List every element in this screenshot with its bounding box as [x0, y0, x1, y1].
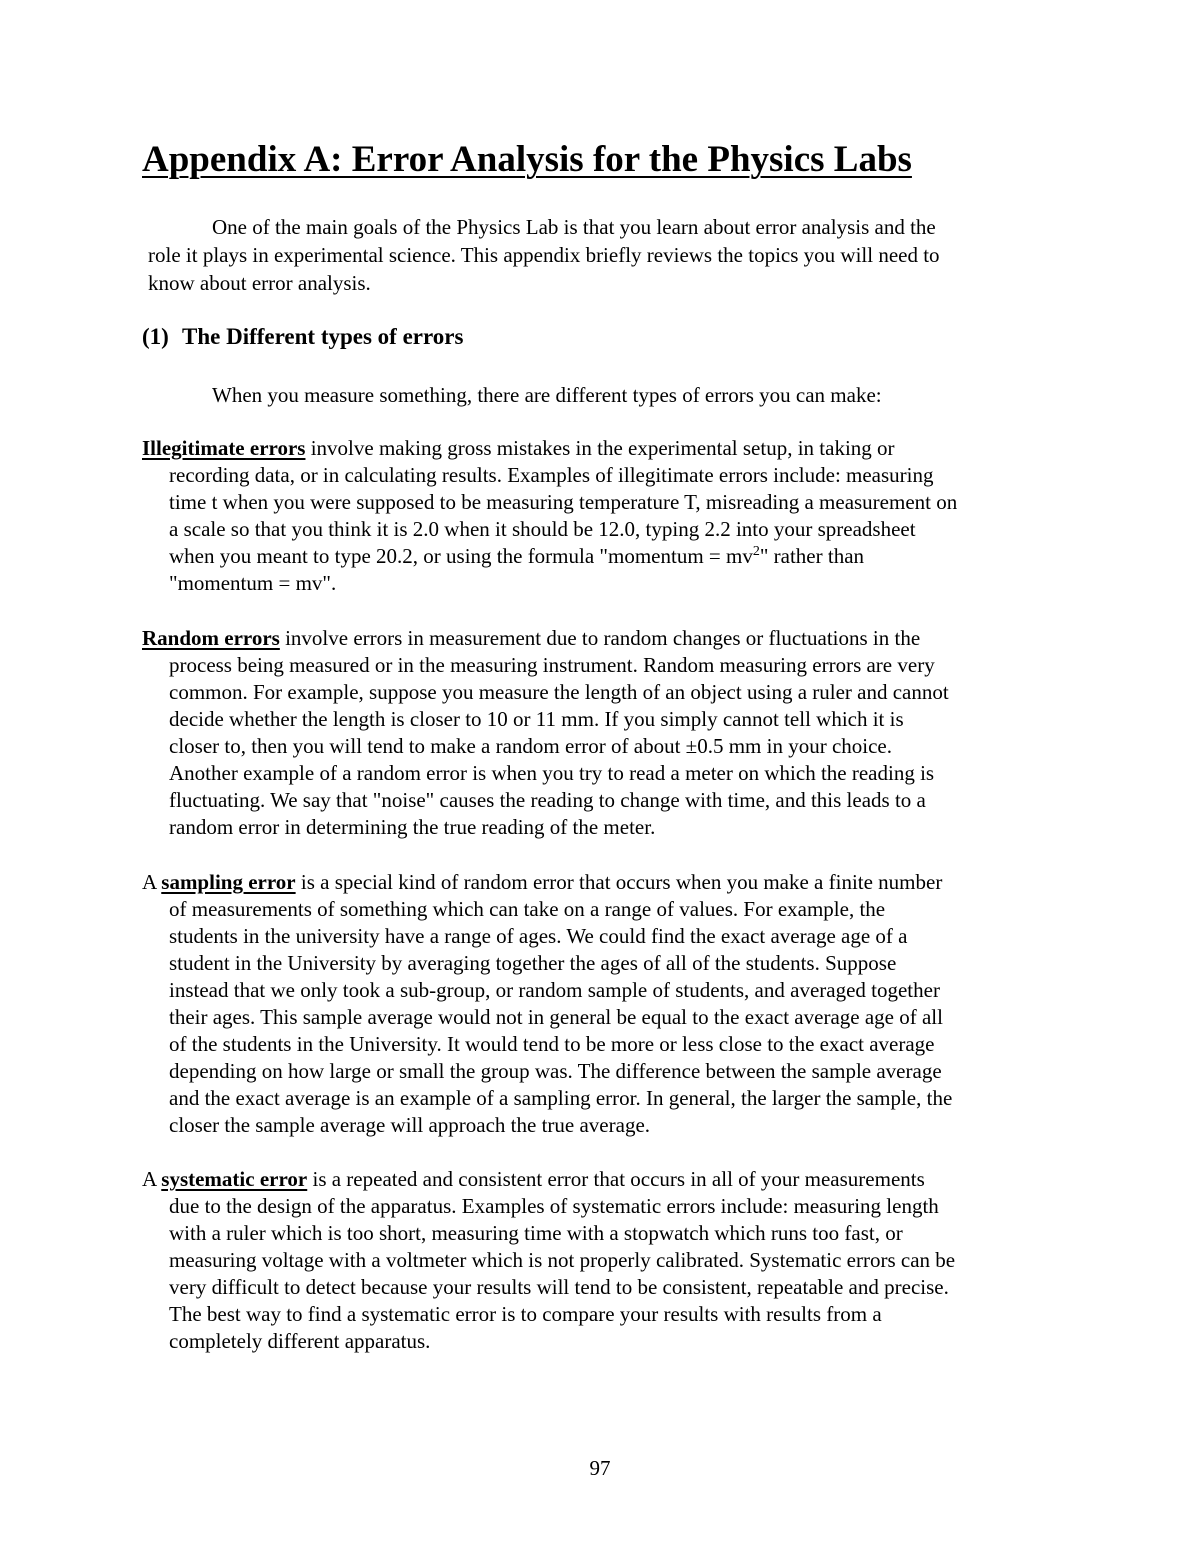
paragraph-line: closer to, then you will tend to make a random error of about ±0.5 mm in your choice.: [169, 734, 893, 758]
paragraph-line: fluctuating. We say that "noise" causes the reading to change with time, and this leads to a: [169, 788, 926, 812]
sampling-error-paragraph: [142, 869, 1072, 1139]
section-number: (1): [142, 324, 169, 349]
paragraph-line: very difficult to detect because your results will tend to be consistent, repeatable and precise.: [169, 1275, 949, 1299]
paragraph-line: "momentum = mv".: [169, 571, 337, 595]
intro-line: One of the main goals of the Physics Lab is that you learn about error analysis and the: [212, 215, 936, 239]
first-line-text: is a special kind of random error that occurs when you make a finite number: [295, 870, 943, 894]
section-heading: [142, 324, 463, 350]
paragraph-line: time t when you were supposed to be measuring temperature T, misreading a measurement on: [169, 490, 958, 514]
page-number: 97: [589, 1456, 611, 1480]
formula-text-before: when you meant to type 20.2, or using the formula "momentum = mv: [169, 544, 753, 568]
paragraph-line: The best way to find a systematic error is to compare your results with results from a: [169, 1302, 882, 1326]
paragraph-first-line: [142, 435, 1072, 462]
paragraph-line: of the students in the University. It would tend to be more or less close to the exact average: [169, 1032, 935, 1056]
page-title: Appendix A: Error Analysis for the Physics Labs: [142, 139, 912, 180]
paragraph-line: decide whether the length is closer to 10 or 11 mm. If you simply cannot tell which it is: [169, 707, 904, 731]
term-illegitimate-errors: Illegitimate errors: [142, 436, 306, 460]
systematic-error-paragraph: [142, 1166, 1072, 1355]
paragraph-line: closer the sample average will approach the true average.: [169, 1113, 651, 1137]
paragraph-prefix: A: [142, 870, 162, 894]
intro-line: role it plays in experimental science. This appendix briefly reviews the topics you will need to: [148, 243, 940, 267]
paragraph-line: students in the university have a range of ages. We could find the exact average age of a: [169, 924, 908, 948]
paragraph-line: recording data, or in calculating results. Examples of illegitimate errors include: measuring: [169, 463, 934, 487]
paragraph-line: completely different apparatus.: [169, 1329, 431, 1353]
first-line-text: is a repeated and consistent error that occurs in all of your measurements: [307, 1167, 925, 1191]
paragraph-line: random error in determining the true reading of the meter.: [169, 815, 656, 839]
paragraph-first-line: [142, 869, 1072, 896]
paragraph-line: their ages. This sample average would not in general be equal to the exact average age of all: [169, 1005, 943, 1029]
first-line-text: involve errors in measurement due to random changes or fluctuations in the: [279, 626, 921, 650]
paragraph-line: process being measured or in the measuring instrument. Random measuring errors are very: [169, 653, 935, 677]
paragraph-line: and the exact average is an example of a sampling error. In general, the larger the sample, the: [169, 1086, 953, 1110]
term-systematic-error: systematic error: [161, 1167, 308, 1191]
intro-line: know about error analysis.: [148, 271, 371, 295]
section-heading-text: The Different types of errors: [182, 324, 464, 349]
term-random-errors: Random errors: [142, 626, 280, 650]
intro-paragraph: [148, 213, 1068, 297]
formula-text-after: " rather than: [759, 544, 865, 568]
paragraph-line: student in the University by averaging together the ages of all of the students. Suppose: [169, 951, 897, 975]
superscript-exponent: 2: [752, 544, 760, 559]
paragraph-line: common. For example, suppose you measure the length of an object using a ruler and cannot: [169, 680, 949, 704]
paragraph-line: a scale so that you think it is 2.0 when it should be 12.0, typing 2.2 into your spreadsheet: [169, 517, 916, 541]
paragraph-line: with a ruler which is too short, measuring time with a stopwatch which runs too fast, or: [169, 1221, 903, 1245]
paragraph-line: due to the design of the apparatus. Examples of systematic errors include: measuring length: [169, 1194, 939, 1218]
paragraph-first-line: [142, 625, 1072, 652]
paragraph-prefix: A: [142, 1167, 162, 1191]
paragraph-first-line: [142, 1166, 1072, 1193]
paragraph-line: of measurements of something which can take on a range of values. For example, the: [169, 897, 886, 921]
first-line-text: involve making gross mistakes in the experimental setup, in taking or: [305, 436, 895, 460]
paragraph-line: instead that we only took a sub-group, or random sample of students, and averaged together: [169, 978, 940, 1002]
paragraph-line: depending on how large or small the group was. The difference between the sample average: [169, 1059, 942, 1083]
random-errors-paragraph: [142, 625, 1072, 841]
paragraph-line: Another example of a random error is when you try to read a meter on which the reading is: [169, 761, 935, 785]
formula-line: [142, 543, 1072, 570]
paragraph-line: measuring voltage with a voltmeter which is not properly calibrated. Systematic errors can be: [169, 1248, 956, 1272]
section-lead-paragraph: When you measure something, there are different types of errors you can make:: [212, 383, 882, 407]
term-sampling-error: sampling error: [161, 870, 296, 894]
illegitimate-errors-paragraph: [142, 435, 1072, 597]
